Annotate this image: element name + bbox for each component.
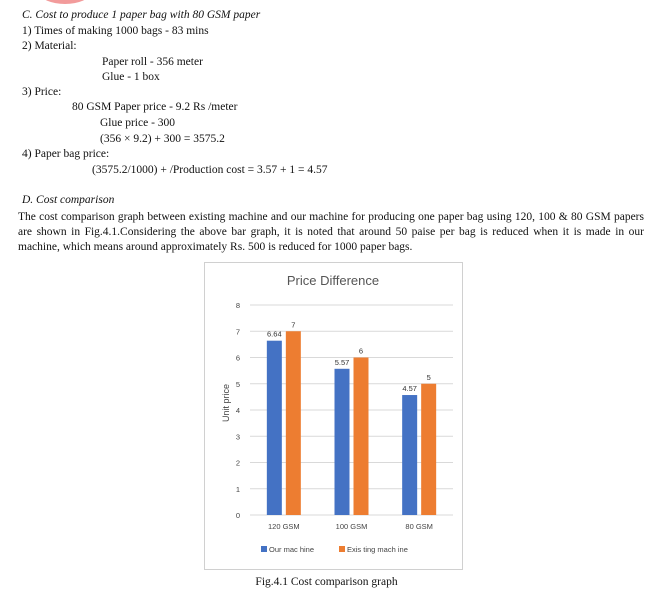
paper-price: 80 GSM Paper price - 9.2 Rs /meter bbox=[72, 101, 238, 113]
list-item-4: 4) Paper bag price: bbox=[22, 148, 110, 160]
list-item-1: 1) Times of making 1000 bags - 83 mins bbox=[22, 25, 209, 37]
y-tick-label: 3 bbox=[235, 432, 240, 442]
decorative-arc bbox=[40, 0, 90, 4]
x-tick-label: 120 GSM bbox=[267, 522, 300, 531]
y-tick-label: 4 bbox=[235, 406, 240, 415]
y-tick-label: 7 bbox=[235, 327, 240, 337]
section-d-heading: D. Cost comparison bbox=[22, 194, 115, 206]
bar-our-machine bbox=[335, 369, 350, 515]
bar-existing-machine bbox=[421, 384, 436, 515]
y-axis-label: Unit price bbox=[221, 383, 231, 423]
glue-price: Glue price - 300 bbox=[100, 117, 176, 129]
bar-existing-machine bbox=[354, 358, 369, 516]
data-label: 6.64 bbox=[267, 329, 282, 339]
bag-price-calculation: (3575.2/1000) + /Production cost = 3.57 + 1 = 4.57 bbox=[92, 164, 328, 176]
section-d-paragraph: The cost comparison graph between existing machine and our machine for producing one paper bag using 120, 100 & 80 GSM papers are shown in Fig.4.1.Considering the above bar graph, it is noted that around 50 paise per bag is reduced when it is made in our machine, which means around approximately Rs. 500 is reduced for 1000 paper bags. bbox=[18, 211, 644, 253]
chart-title: Price Difference bbox=[286, 273, 380, 288]
legend-swatch bbox=[261, 546, 267, 552]
material-glue: Glue - 1 box bbox=[102, 71, 160, 83]
bar-chart-svg bbox=[205, 263, 462, 569]
y-tick-label: 6 bbox=[235, 353, 240, 363]
legend-swatch bbox=[339, 546, 345, 552]
y-tick-label: 8 bbox=[235, 301, 240, 310]
y-tick-label: 2 bbox=[235, 458, 240, 468]
y-tick-label: 1 bbox=[235, 484, 240, 494]
legend-label: Our mac hine bbox=[269, 545, 315, 554]
data-label: 5 bbox=[426, 372, 431, 382]
data-label: 4.57 bbox=[402, 384, 417, 394]
section-c-heading: C. Cost to produce 1 paper bag with 80 GSM paper bbox=[22, 9, 261, 21]
y-tick-label: 5 bbox=[235, 379, 240, 389]
data-label: 5.57 bbox=[334, 357, 350, 367]
list-item-2: 2) Material: bbox=[22, 40, 77, 52]
bar-existing-machine bbox=[286, 331, 301, 515]
material-paper-roll: Paper roll - 356 meter bbox=[102, 56, 203, 68]
price-calculation: (356 × 9.2) + 300 = 3575.2 bbox=[100, 133, 225, 145]
bar-our-machine bbox=[402, 395, 417, 515]
data-label: 6 bbox=[358, 346, 364, 356]
bar-chart bbox=[204, 262, 463, 570]
x-tick-label: 80 GSM bbox=[405, 522, 433, 531]
legend-label: Exis ting mach ine bbox=[347, 545, 408, 554]
figure-caption: Fig.4.1 Cost comparison graph bbox=[255, 576, 398, 588]
list-item-3: 3) Price: bbox=[22, 86, 62, 98]
x-tick-label: 100 GSM bbox=[335, 522, 368, 531]
data-label: 7 bbox=[291, 320, 296, 330]
y-tick-label: 0 bbox=[235, 511, 240, 520]
bar-our-machine bbox=[267, 341, 282, 515]
